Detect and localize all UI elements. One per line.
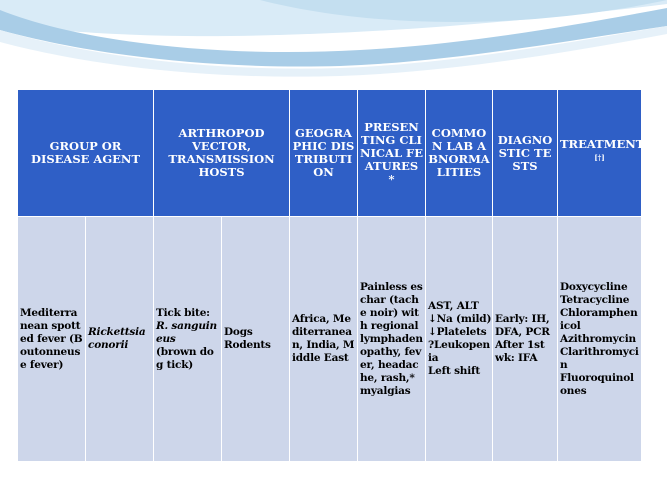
cell-disease: Mediterranean spotted fever (Boutonneuse fever) <box>18 217 86 462</box>
cell-diagnostic-tests: Early: IH, DFA, PCR After 1st wk: IFA <box>493 217 558 462</box>
cell-geography: Africa, Mediterranean, India, Middle East <box>290 217 358 462</box>
disease-table <box>17 89 645 462</box>
header-diagnostic-tests: DIAGNOSTIC TESTS <box>493 90 558 217</box>
header-lab-abnormalities: COMMON LAB ABNORMALITIES <box>426 90 493 217</box>
cell-lab-abnormalities: AST, ALT ↓Na (mild) ↓Platelets ?Leukopenia Left shift <box>426 217 493 462</box>
header-geographic-distribution: GEOGRAPHIC DISTRIBUTION <box>290 90 358 217</box>
cell-agent: Rickettsia conorii <box>86 217 154 462</box>
header-swoosh-decoration <box>0 0 667 80</box>
cell-vector: Tick bite: R. sanguineus (brown dog tick) <box>154 217 222 462</box>
header-group-agent: GROUP OR DISEASE AGENT <box>18 90 154 217</box>
treatment-footnote-mark: [†] <box>594 153 605 163</box>
header-clinical-features: PRESENTING CLINICAL FEATURES * <box>358 90 426 217</box>
table-row <box>18 217 642 462</box>
cell-hosts: Dogs Rodents <box>222 217 290 462</box>
cell-clinical-features: Painless eschar (tache noir) with regional lymphadenopathy, fever, headache, rash,* myalgias <box>358 217 426 462</box>
header-vector-hosts: ARTHROPOD VECTOR, TRANSMISSION HOSTS <box>154 90 290 217</box>
features-footnote-mark: * <box>388 171 395 186</box>
table-header-row <box>18 90 642 217</box>
header-treatment: TREATMENT [†] <box>558 90 642 217</box>
cell-treatment: Doxycycline Tetracycline Chloramphenicol Azithromycin Clarithromycin Fluoroquinolones <box>558 217 642 462</box>
